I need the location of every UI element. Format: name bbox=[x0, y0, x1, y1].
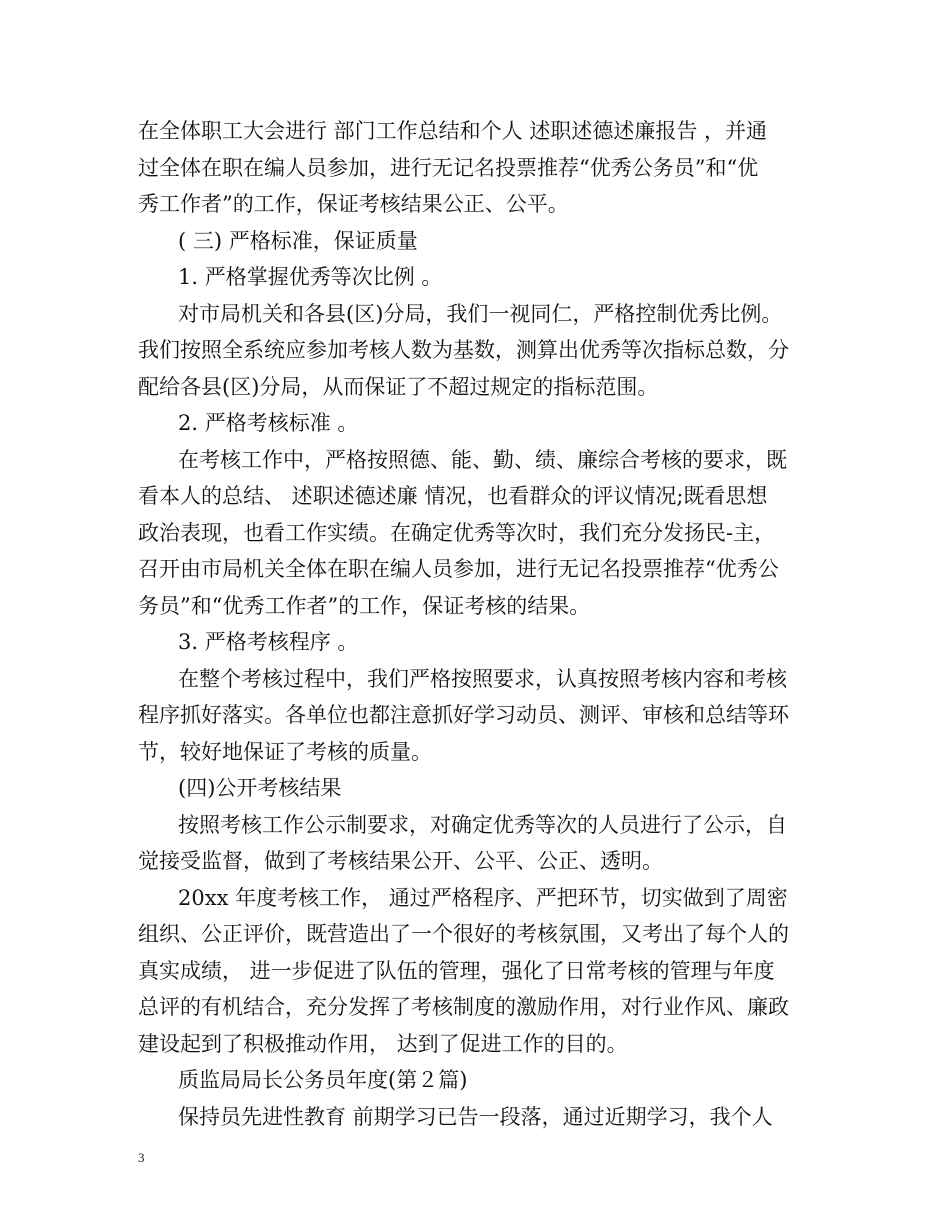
text-line-17: 程序抓好落实。各单位也都注意抓好学习动员、测评、审核和总结等环 bbox=[138, 703, 789, 727]
text-line-20: 按照考核工作公示制要求，对确定优秀等次的人员进行了公示，自 bbox=[178, 812, 787, 837]
subsection-heading-2: 2. 严格考核标准 。 bbox=[178, 411, 359, 435]
text-line-18: 节，较好地保证了考核的质量。 bbox=[138, 739, 432, 764]
text-line-7: 我们按照全系统应参加考核人数为基数，测算出优秀等次指标总数，分 bbox=[138, 338, 789, 362]
article-title: 质监局局长公务员年度(第２篇) bbox=[178, 1068, 468, 1092]
section-heading: ( 三) 严格标准，保证质量 bbox=[178, 228, 418, 253]
text-line-16: 在整个考核过程中，我们严格按照要求，认真按照考核内容和考核 bbox=[178, 666, 787, 691]
text-line-12: 政治表现，也看工作实绩。在确定优秀等次时，我们充分发扬民-主， bbox=[138, 520, 776, 545]
text-line-3: 秀工作者”的工作，保证考核结果公正、公平。 bbox=[138, 192, 569, 216]
text-line-1: 在全体职工大会进行 部门工作总结和个人 述职述德述廉报告 ，并通 bbox=[138, 119, 768, 143]
text-line-14: 务员”和“优秀工作者”的工作，保证考核的结果。 bbox=[138, 593, 591, 618]
text-line-21: 觉接受监督，做到了考核结果公开、公平、公正、透明。 bbox=[138, 849, 663, 873]
text-line-8: 配给各县(区)分局，从而保证了不超过规定的指标范围。 bbox=[138, 374, 659, 399]
text-line-23: 组织、公正评价，既营造出了一个很好的考核氛围，又考出了每个人的 bbox=[138, 922, 789, 946]
text-line-28: 保持员先进性教育 前期学习已告一段落，通过近期学习，我个人 bbox=[178, 1104, 773, 1129]
text-line-10: 在考核工作中，严格按照德、能、勤、绩、廉综合考核的要求，既 bbox=[178, 447, 787, 472]
page-number: 3 bbox=[138, 1150, 145, 1165]
subsection-heading-1: 1. 严格掌握优秀等次比例 。 bbox=[178, 265, 443, 289]
text-line-13: 召开由市局机关全体在职在编人员参加，进行无记名投票推荐“优秀公 bbox=[138, 557, 779, 581]
text-line-25: 总评的有机结合，充分发挥了考核制度的激励作用，对行业作风、廉政 bbox=[138, 995, 789, 1019]
text-line-6: 对市局机关和各县(区)分局，我们一视同仁，严格控制优秀比例。 bbox=[178, 301, 783, 326]
text-line-22: 20xx 年度考核工作， 通过严格程序、严把环节，切实做到了周密 bbox=[178, 885, 788, 910]
text-line-2: 过全体在职在编人员参加，进行无记名投票推荐“优秀公务员”和“优 bbox=[138, 155, 759, 180]
subsection-heading-3: 3. 严格考核程序 。 bbox=[178, 630, 359, 654]
document-body bbox=[138, 113, 818, 1135]
text-line-24: 真实成绩， 进一步促进了队伍的管理，强化了日常考核的管理与年度 bbox=[138, 958, 775, 983]
text-line-26: 建设起到了积极推动作用， 达到了促进工作的目的。 bbox=[138, 1031, 628, 1056]
text-line-11: 看本人的总结、 述职述德述廉 情况，也看群众的评议情况;既看思想 bbox=[138, 484, 768, 508]
section-heading-4: (四)公开考核结果 bbox=[178, 776, 342, 800]
